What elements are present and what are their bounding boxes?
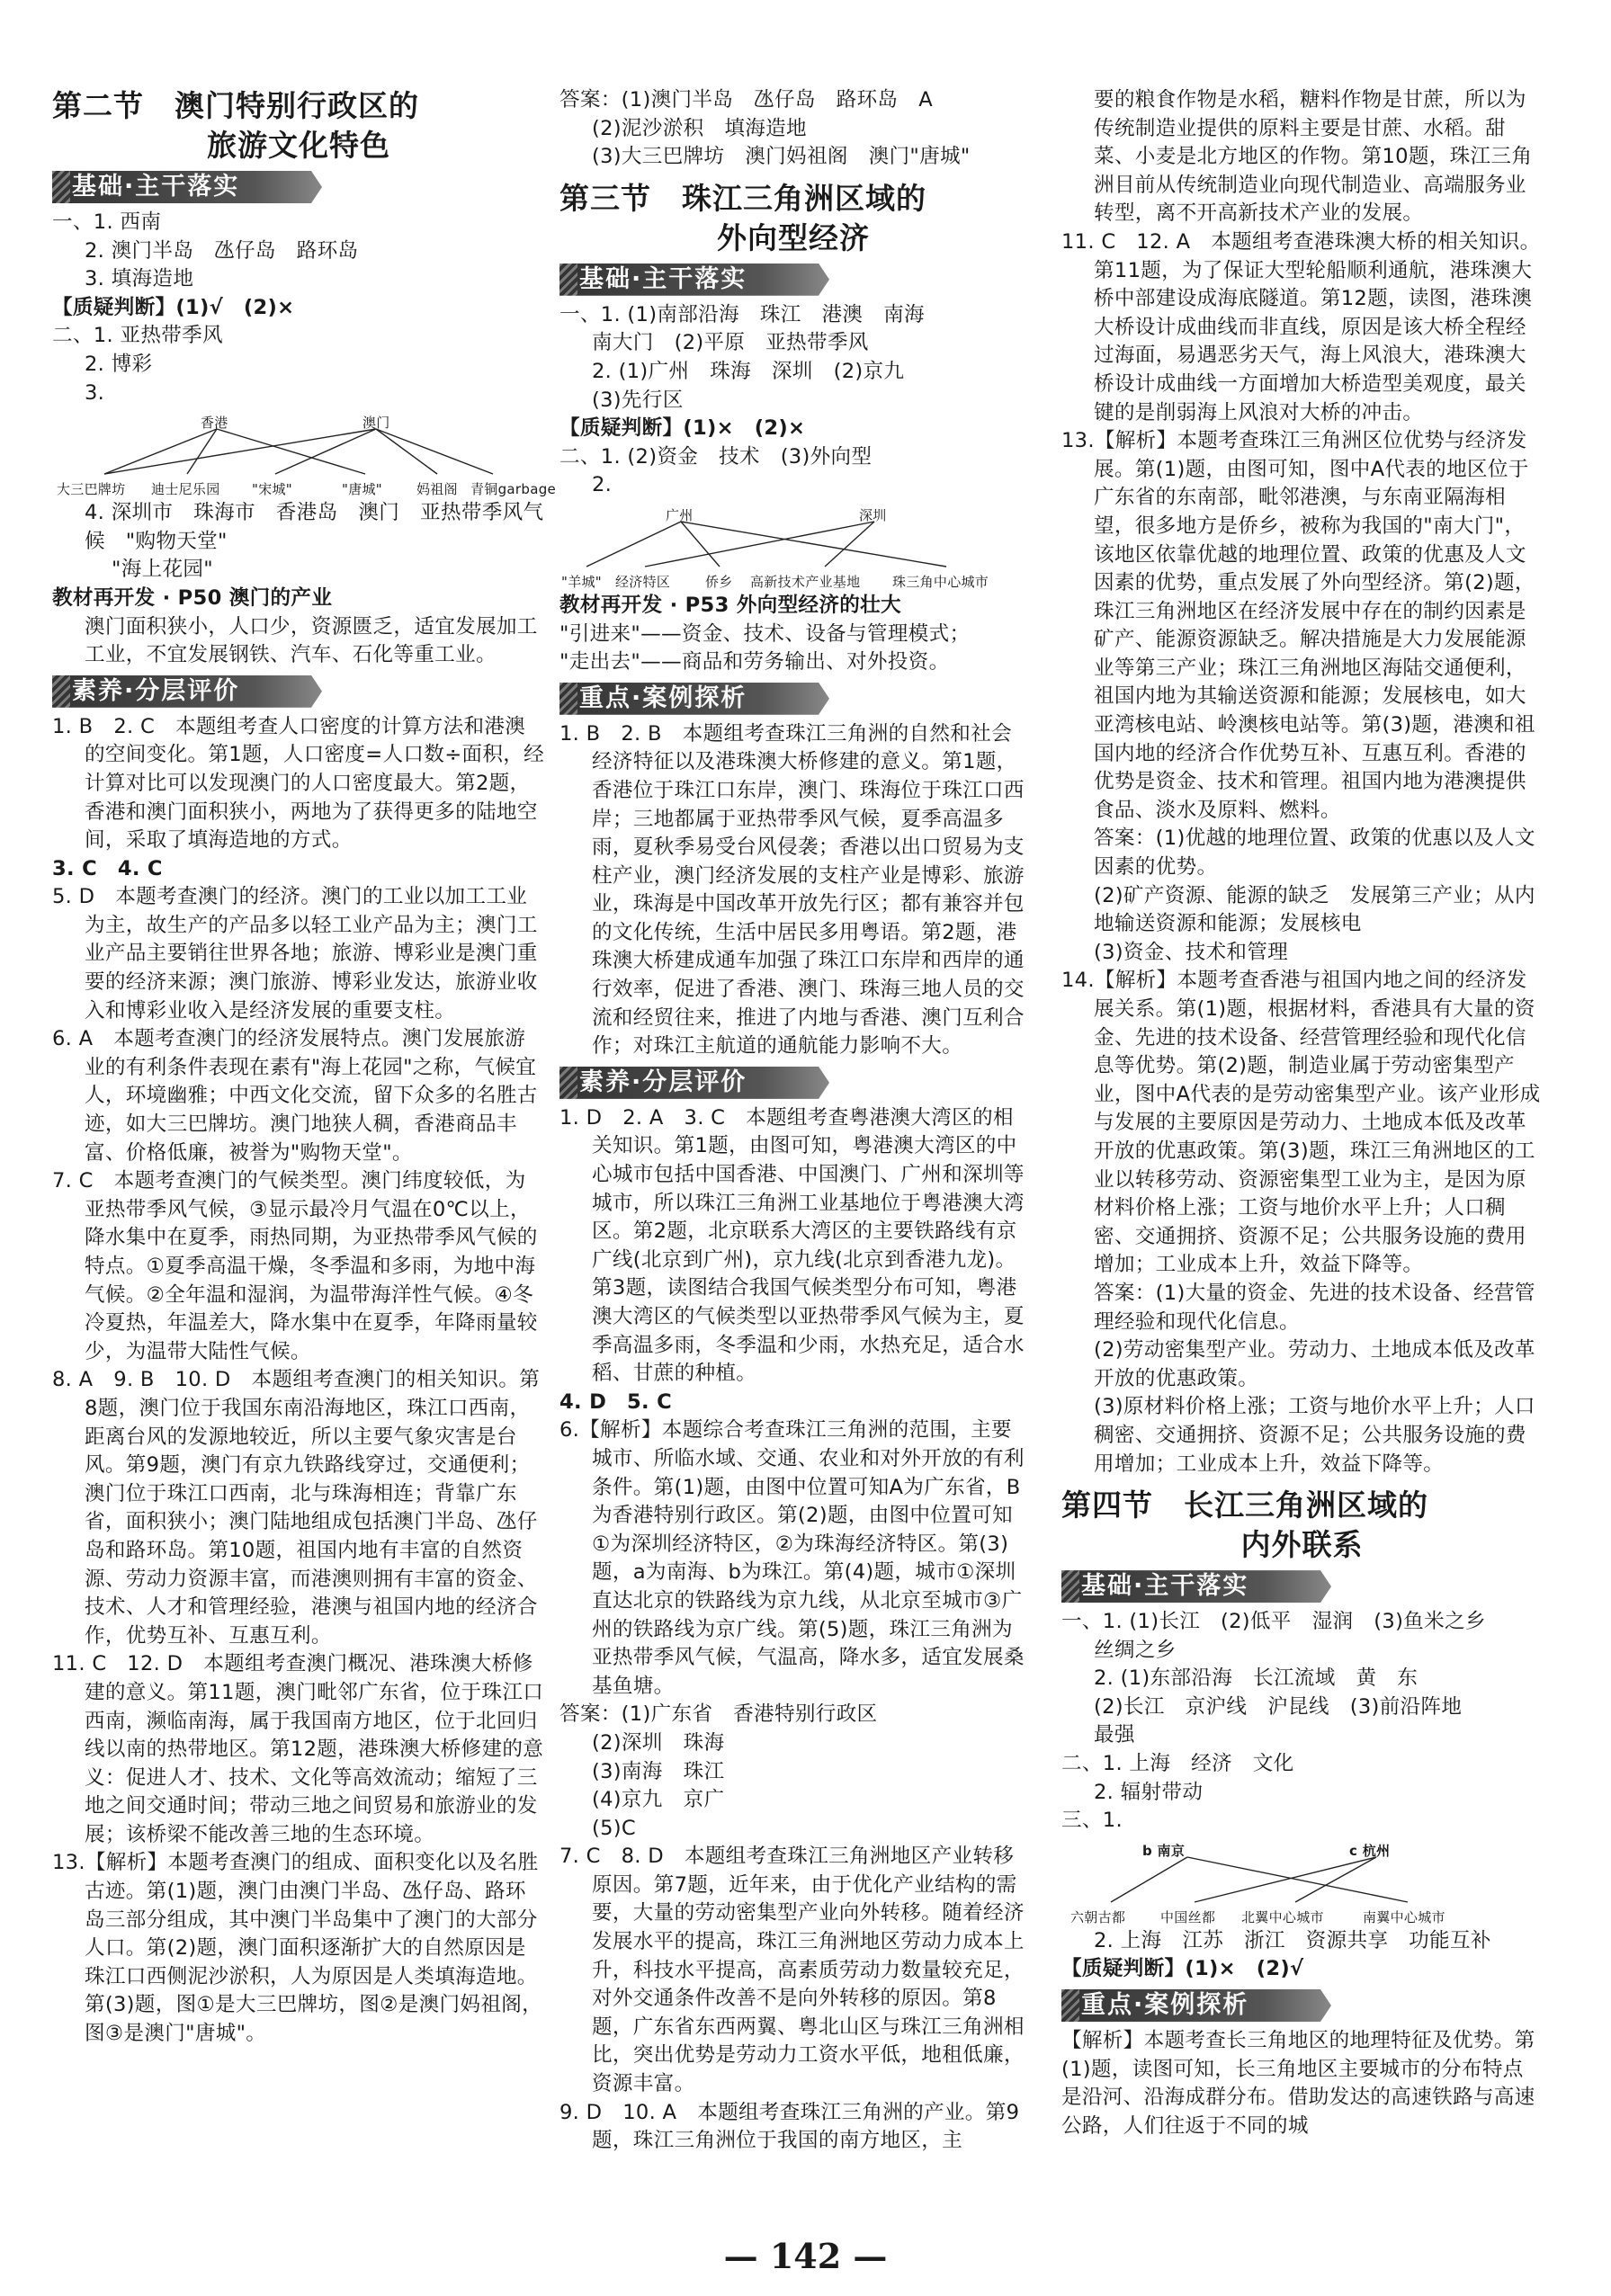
text-line: (2)泥沙淤积 填海造地 bbox=[592, 116, 807, 140]
band-eval: 素养·分层评价 bbox=[52, 675, 545, 708]
diagram-node: b 南京 bbox=[1142, 1842, 1186, 1859]
gz-sz-diagram bbox=[559, 502, 1027, 588]
diagram-node: 北翼中心城市 bbox=[1241, 1908, 1324, 1925]
diagram-node: 珠三角中心城市 bbox=[892, 573, 989, 590]
diagram-node: 六朝古都 bbox=[1070, 1908, 1126, 1925]
text-line: 教材再开发 · P53 外向型经济的壮大 bbox=[559, 593, 901, 617]
diagram-node: 深圳 bbox=[859, 506, 887, 523]
answer-item: 【解析】本题考查长三角地区的地理特征及优势。第(1)题，读图可知，长三角地区主要城市的分布特点是沿河、沿海成群分布。借助发达的高速铁路与高速公路，人们往返于不同的城 bbox=[1061, 2029, 1535, 2138]
diagram-node: "羊城" bbox=[561, 573, 602, 590]
text-line: 2. 澳门半岛 氹仔岛 路环岛 bbox=[85, 238, 359, 263]
text-line: 2. (1)东部沿海 长江流域 黄 东 bbox=[1094, 1666, 1419, 1691]
diagram-node: 香港 bbox=[201, 415, 228, 432]
diagram-node: 中国丝都 bbox=[1160, 1908, 1216, 1925]
answer-item: 13.【解析】本题考查珠江三角洲区位优势与经济发展。第(1)题，由图可知，图中A代表的地区位于广东省的东南部，毗邻港澳，与东南亚隔海相望，很多地方是侨乡，被称为我国的"南大门"，该地区依靠优越的地理位置、政策的优惠及人文因素的优势，重点发展了外向型经济。第(2)题，珠江三角洲地区在经济发展中存在的制约因素是矿产、能源资源缺乏。解决措施是大力发展能源业等第三产业；珠江三角洲地区海陆交通便利，祖国内地为其输送资源和能源；发展核电，如大亚湾核电站、岭澳核电站等。第(3)题，港澳和祖国内地的经济合作优势互补、互惠互利。香港的优势是资金、技术和管理。祖国内地为港澳提供食品、淡水及原料、燃料。 bbox=[1061, 429, 1535, 822]
text-line: 南大门 (2)平原 亚热带季风 bbox=[592, 331, 869, 355]
diagram-node: 青铜garbage bbox=[470, 481, 557, 498]
diagram-node: 侨乡 bbox=[705, 573, 733, 590]
text-line: 二、1. (2)资金 技术 (3)外向型 bbox=[559, 444, 873, 469]
answer-item: 1. B 2. C 本题组考查人口密度的计算方法和港澳的空间变化。第1题，人口密度=人口数÷面积，经计算对比可以发现澳门的人口密度最大。第2题，香港和澳门面积狭小，两地为了获得更多的陆地空间，采取了填海造地的方式。 bbox=[52, 714, 545, 853]
text-line: (2)劳动密集型产业。劳动力、土地成本低及改革开放的优惠政策。 bbox=[1094, 1338, 1535, 1390]
text-line: 最强 bbox=[1094, 1723, 1135, 1747]
text-line: (3)原材料价格上涨；工资与地价水平上升；人口稠密、交通拥挤、资源不足；公共服务设施的费用增加；工业成本上升，效益下降等。 bbox=[1094, 1395, 1535, 1476]
answer-item: 11. C 12. A 本题组考查港珠澳大桥的相关知识。第11题，为了保证大型轮船顺利通航，港珠澳大桥中部建设成海底隧道。第12题，读图，港珠澳大桥设计成曲线而非直线，原因是该大桥全程经过海面，易遇恶劣天气，海上风浪大，港珠澳大桥设计成曲线一方面增加大桥造型美观度，最关键的是削弱海上风浪对大桥的冲击。 bbox=[1061, 229, 1541, 424]
column-right bbox=[1061, 86, 1543, 2140]
text-line: 2. 辐射带动 bbox=[1094, 1780, 1204, 1804]
text-line: 【质疑判断】(1)√ (2)× bbox=[52, 295, 295, 319]
answer-item: 3. C 4. C bbox=[52, 856, 163, 880]
answer-item: 14.【解析】本题考查香港与祖国内地之间的经济发展关系。第(1)题，根据材料，香港具有大量的资金、先进的技术设备、经营管理经验和现代化信息等优势。第(2)题，制造业属于劳动密集型产业，图中A代表的是劳动密集型产业。该产业形成与发展的主要原因是劳动力、土地成本低及改革开放的优惠政策。第(3)题，珠江三角洲地区的工业以转移劳动、资源密集型工业为主，是因为原材料价格上涨；工资与地价水平上升；人口稠密、交通拥挤、资源不足；公共服务设施的费用增加；工业成本上升，效益下降等。 bbox=[1061, 969, 1541, 1277]
diagram-node: 妈祖阁 bbox=[416, 481, 458, 498]
diagram-node: 广州 bbox=[666, 506, 694, 523]
band-basic: 基础·主干落实 bbox=[52, 171, 545, 203]
text-line: 三、1. bbox=[1061, 1809, 1123, 1833]
answer-item: 9. D 10. A 本题组考查珠江三角洲的产业。第9题，珠江三角洲位于我国的南方地区，主 bbox=[559, 2100, 1020, 2153]
answer-item: 7. C 8. D 本题组考查珠江三角洲地区产业转移原因。第7题，近年来，由于优化产业结构的需要，大量的劳动密集型产业向外转移。随着经济发展水平的提高，珠江三角洲地区劳动力成本上升，科技水平提高，高素质劳动力数量较充足，对外交通条件改善不是向外转移的原因。第8题，广东省东西两翼、粤北山区与珠江三角洲相比，突出优势是劳动力工资水平低，地租低廉，资源丰富。 bbox=[559, 1845, 1025, 2096]
diagram-node: "唐城" bbox=[342, 481, 382, 498]
text-line: (3)大三巴牌坊 澳门妈祖阁 澳门"唐城" bbox=[592, 145, 971, 169]
text-line: (3)先行区 bbox=[592, 388, 684, 412]
band-case: 重点·案例探析 bbox=[559, 683, 1027, 715]
section-title-2 bbox=[52, 86, 545, 165]
title-line-1: 第四节 长江三角洲区域的 bbox=[1061, 1487, 1428, 1523]
text-line: 一、1. (1)长江 (2)低平 湿润 (3)鱼米之乡 bbox=[1061, 1610, 1486, 1634]
section-title-3 bbox=[559, 179, 1027, 258]
text-line: 4. 深圳市 珠海市 香港岛 澳门 亚热带季风气候 "购物天堂" bbox=[85, 501, 544, 553]
diagram-node: 经济特区 bbox=[615, 573, 671, 590]
nj-hz-diagram bbox=[1061, 1837, 1543, 1924]
band-case: 重点·案例探析 bbox=[1061, 1989, 1543, 2022]
diagram-node: 迪士尼乐园 bbox=[151, 481, 220, 498]
text-line: 答案：(1)澳门半岛 氹仔岛 路环岛 A bbox=[559, 88, 933, 112]
text-line: 二、1. 上海 经济 文化 bbox=[1061, 1752, 1294, 1776]
text-line: 答案：(1)优越的地理位置、政策的优惠以及人文因素的优势。 bbox=[1094, 826, 1535, 880]
text-line: 2. bbox=[592, 473, 613, 497]
answer-item: 8. A 9. B 10. D 本题组考查澳门的相关知识。第8题，澳门位于我国东南沿海地区，珠江口西南，距离台风的发源地较近，所以主要气象灾害是台风。第9题，澳门有京九铁路线穿过，交通便利；澳门位于珠江口西南，北与珠海相连；背靠广东省，面积狭小；澳门陆地组成包括澳门半岛、氹仔岛和路环岛。第10题，祖国内地有丰富的自然资源、劳动力资源丰富，而港澳则拥有丰富的资金、技术、人才和管理经验，港澳与祖国内地的经济合作，优势互补、互惠互利。 bbox=[52, 1368, 541, 1648]
text-line: 一、1. 西南 bbox=[52, 210, 162, 234]
text-line: 2. 博彩 bbox=[85, 352, 153, 376]
text-line: (3)南海 珠江 bbox=[592, 1759, 725, 1783]
title-line-2: 内外联系 bbox=[1240, 1527, 1364, 1563]
text-line: (3)资金、技术和管理 bbox=[1094, 940, 1289, 964]
text-line: 2. (1)广州 珠海 深圳 (2)京九 bbox=[592, 359, 905, 383]
text-line: (2)深圳 珠海 bbox=[592, 1730, 725, 1755]
band-basic: 基础·主干落实 bbox=[1061, 1570, 1543, 1603]
text-line: 【质疑判断】(1)× (2)× bbox=[559, 416, 806, 441]
column-left bbox=[52, 86, 557, 2049]
text-line: 二、1. 亚热带季风 bbox=[52, 324, 223, 348]
diagram-node: 高新技术产业基地 bbox=[750, 573, 861, 590]
text-line: 3. bbox=[85, 380, 105, 405]
text-line: (2)矿产资源、能源的缺乏 发展第三产业；从内地输送资源和能源；发展核电 bbox=[1094, 883, 1535, 936]
diagram-node: c 杭州 bbox=[1349, 1842, 1391, 1859]
title-line-1: 第二节 澳门特别行政区的 bbox=[52, 88, 419, 123]
text-line: 丝绸之乡 bbox=[1094, 1638, 1177, 1662]
answer-item: 6. A 本题考查澳门的经济发展特点。澳门发展旅游业的有利条件表现在素有"海上花园"之称，气候宜人，环境幽雅；中西文化交流，留下众多的名胜古迹，如大三巴牌坊。澳门地狭人稠，香港商品丰富、价格低廉，被誉为"购物天堂"。 bbox=[52, 1027, 538, 1165]
answer-item: 13.【解析】本题考查澳门的组成、面积变化以及名胜古迹。第(1)题，澳门由澳门半岛、氹仔岛、路环岛三部分组成，其中澳门半岛集中了澳门的大部分人口。第(2)题，澳门面积逐渐扩大的自然原因是珠江口西侧泥沙淤积，人为原因是人类填海造地。第(3)题，图①是大三巴牌坊，图②是澳门妈祖阁，图③是澳门"唐城"。 bbox=[52, 1851, 542, 2046]
answer-item: 要的粮食作物是水稻，糖料作物是甘蔗，所以为传统制造业提供的原料主要是甘蔗、水稻。甜菜、小麦是北方地区的作物。第10题，珠江三角洲目前从传统制造业向现代制造业、高端服务业转型，离不开高新技术产业的发展。 bbox=[1094, 88, 1533, 226]
text-line: "海上花园" bbox=[112, 558, 213, 582]
title-line-1: 第三节 珠江三角洲区域的 bbox=[559, 180, 926, 216]
diagram-node: "宋城" bbox=[252, 481, 292, 498]
text-line: (4)京九 京广 bbox=[592, 1788, 725, 1812]
text-line: 教材再开发 · P50 澳门的产业 bbox=[52, 585, 333, 610]
diagram-node: 大三巴牌坊 bbox=[57, 481, 126, 498]
text-line: "走出去"——商品和劳务输出、对外投资。 bbox=[559, 650, 950, 675]
answer-item: 11. C 12. D 本题组考查澳门概况、港珠澳大桥修建的意义。第11题，澳门毗邻广东省，位于珠江口西南，濒临南海，属于我国南方地区，位于北回归线以南的热带地区。第12题，港珠澳大桥修建的意义：促进人才、技术、文化等高效流动；缩短了三地之间交通时间；带动三地之间贸易和旅游业的发展；该桥梁不能改善三地的生态环境。 bbox=[52, 1652, 544, 1846]
title-line-2: 外向型经济 bbox=[717, 219, 870, 255]
text-line: "引进来"——资金、技术、设备与管理模式； bbox=[559, 621, 971, 646]
answer-item: 1. D 2. A 3. C 本题组考查粤港澳大湾区的相关知识。第1题，由图可知，粤港澳大湾区的中心城市包括中国香港、中国澳门、广州和深圳等城市，所以珠江三角洲工业基地位于粤港澳大湾区。第2题，北京联系大湾区的主要铁路线有京广线(北京到广州)，京九线(北京到香港九龙)。第3题，读图结合我国气候类型分布可知，粤港澳大湾区的气候类型以亚热带季风气候为主，夏季高温多雨，冬季温和少雨，水热充足，适合水稻、甘蔗的种植。 bbox=[559, 1105, 1025, 1386]
hk-macao-diagram bbox=[52, 409, 557, 498]
text-line: (2)长江 京沪线 沪昆线 (3)前沿阵地 bbox=[1094, 1694, 1463, 1719]
title-line-2: 旅游文化特色 bbox=[207, 128, 390, 163]
band-basic: 基础·主干落实 bbox=[559, 264, 1027, 296]
diagram-node: 澳门 bbox=[362, 415, 390, 432]
text-line: 2. 上海 江苏 浙江 资源共享 功能互补 bbox=[1094, 1928, 1491, 1952]
text-line: 澳门面积狭小，人口少，资源匮乏，适宜发展加工工业，不宜发展钢铁、汽车、石化等重工业。 bbox=[85, 614, 538, 667]
diagram-node: 南翼中心城市 bbox=[1363, 1908, 1445, 1925]
column-middle bbox=[559, 86, 1027, 2156]
answer-item: 7. C 本题考查澳门的气候类型。澳门纬度较低，为亚热带季风气候，③显示最冷月气温在0℃以上，降水集中在夏季，雨热同期，为亚热带季风气候的特点。①夏季高温干燥，冬季温和多雨，为地中海气候。②全年温和湿润，为温带海洋性气候。④冬冷夏热，年温差大，降水集中在夏季，年降雨量较少，为温带大陆性气候。 bbox=[52, 1169, 538, 1363]
text-line: (5)C bbox=[592, 1816, 636, 1840]
section-title-4 bbox=[1061, 1486, 1543, 1565]
page-number: — 142 — bbox=[723, 2236, 888, 2276]
text-line: 3. 填海造地 bbox=[85, 267, 194, 291]
answer-item: 5. D 本题考查澳门的经济。澳门的工业以加工工业为主，故生产的产品多以轻工业产品为主；澳门工业产品主要销往世界各地；旅游、博彩业是澳门重要的经济来源；澳门旅游、博彩业发达，旅游业收入和博彩业收入是经济发展的重要支柱。 bbox=[52, 885, 538, 1023]
text-line: 【质疑判断】(1)× (2)√ bbox=[1061, 1957, 1304, 1981]
text-line: 答案：(1)广东省 香港特别行政区 bbox=[559, 1702, 878, 1727]
band-eval: 素养·分层评价 bbox=[559, 1067, 1027, 1099]
text-line: 一、1. (1)南部沿海 珠江 港澳 南海 bbox=[559, 302, 925, 326]
answer-item: 6.【解析】本题综合考查珠江三角洲的范围，主要城市、所临水域、交通、农业和对外开放的有利条件。第(1)题，由图中位置可知A为广东省，B为香港特别行政区。第(2)题，由图中位置可知①为深圳经济特区，②为珠海经济特区。第(3)题，a为南海、b为珠江。第(4)题，城市①深圳直达北京的铁路线为京九线，从北京至城市③广州的铁路线为京广线。第(5)题，珠江三角洲为亚热带季风气候，气温高，降水多，适宜发展桑基鱼塘。 bbox=[559, 1418, 1025, 1698]
text-line: 答案：(1)大量的资金、先进的技术设备、经营管理经验和现代化信息。 bbox=[1094, 1281, 1535, 1334]
answer-item: 1. B 2. B 本题组考查珠江三角洲的自然和社会经济特征以及港珠澳大桥修建的意义。第1题，香港位于珠江口东岸，澳门、珠海位于珠江口西岸；三地都属于亚热带季风气候，夏季高温多雨，夏秋季易受台风侵袭；香港以出口贸易为支柱产业，澳门经济发展的支柱产业是博彩、旅游业，珠海是中国改革开放先行区；都有兼容并包的文化传统，生活中居民多用粤语。第2题，港珠澳大桥建成通车加强了珠江口东岸和西岸的通行效率，促进了香港、澳门、珠海三地人员的交流和经贸往来，推进了内地与香港、澳门互利合作；对珠江主航道的通航能力影响不大。 bbox=[559, 721, 1025, 1059]
answer-item: 4. D 5. C bbox=[559, 1389, 672, 1414]
